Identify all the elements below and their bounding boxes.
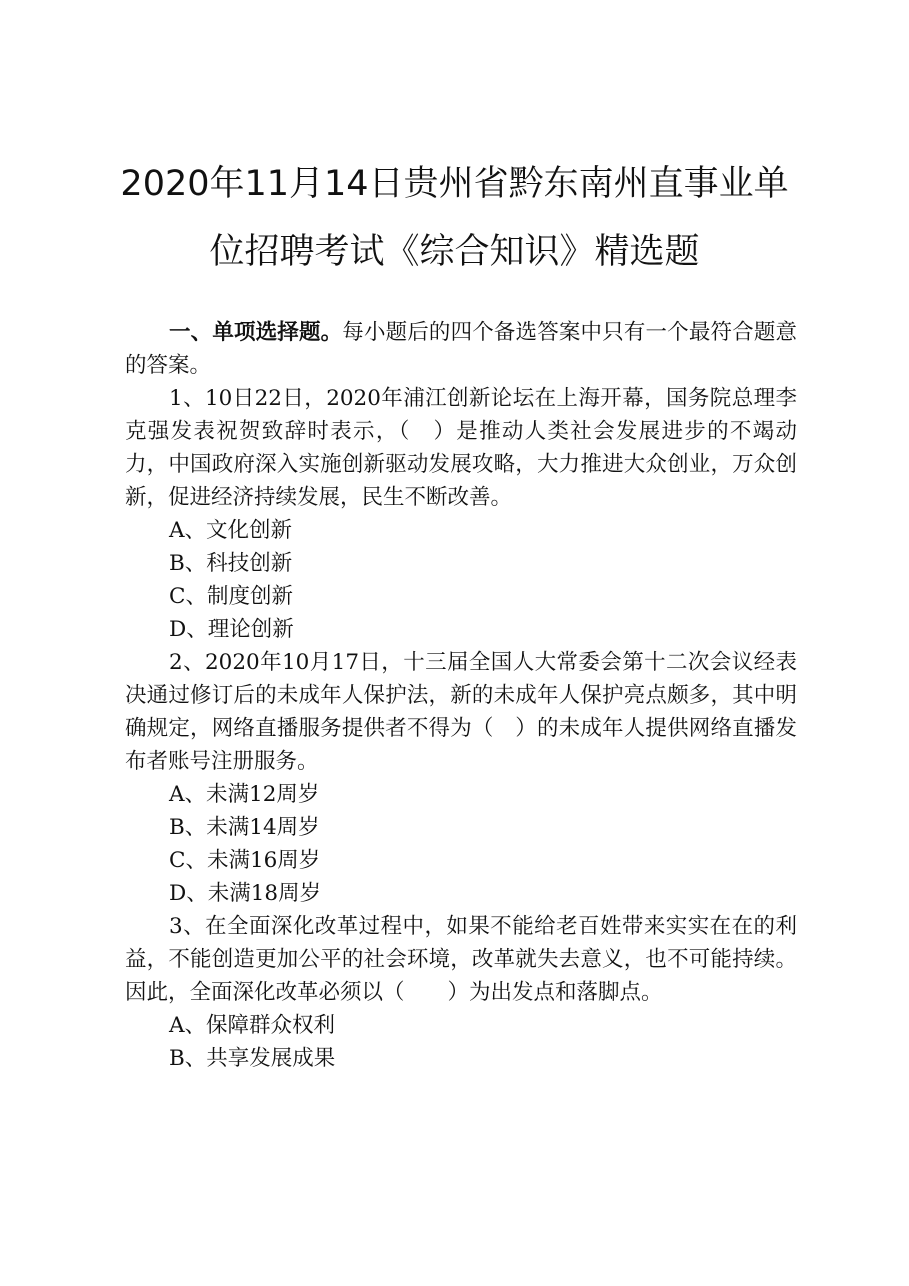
document-body — [125, 316, 797, 1075]
section-heading: 一、单项选择题。 — [169, 320, 343, 345]
section-intro — [125, 316, 797, 382]
question-2-option-b: B、未满14周岁 — [169, 815, 320, 840]
question-2-option-a: A、未满12周岁 — [169, 782, 320, 807]
question-3-option-b: B、共享发展成果 — [169, 1046, 336, 1071]
question-3-text: 3、在全面深化改革过程中，如果不能给老百姓带来实实在在的利益，不能创造更加公平的社会环境，改革就失去意义，也不可能持续。因此，全面深化改革必须以（ ）为出发点和落脚点。 — [125, 914, 797, 1005]
section-instruction: 每小题后的四个备选答案中只有一个最符合题意的答案。 — [125, 320, 797, 378]
question-1-option-a: A、文化创新 — [169, 518, 293, 543]
question-2-option-c: C、未满16周岁 — [169, 848, 321, 873]
question-3-option-a: A、保障群众权利 — [169, 1013, 336, 1038]
question-1-text: 1、10日22日，2020年浦江创新论坛在上海开幕，国务院总理李克强发表祝贺致辞时表示，（ ）是推动人类社会发展进步的不竭动力，中国政府深入实施创新驱动发展攻略，大力推进大众创业，万众创新，促进经济持续发展，民生不断改善。 — [125, 386, 797, 510]
document-title-line-2: 位招聘考试《综合知识》精选题 — [209, 232, 700, 272]
question-2-text: 2、2020年10月17日，十三届全国人大常委会第十二次会议经表决通过修订后的未成年人保护法，新的未成年人保护亮点颇多，其中明确规定，网络直播服务提供者不得为（ ）的未成年人提供网络直播发布者账号注册服务。 — [125, 650, 797, 774]
question-2-option-d: D、未满18周岁 — [169, 881, 322, 906]
question-1-option-b: B、科技创新 — [169, 551, 293, 576]
question-1-option-c: C、制度创新 — [169, 584, 293, 609]
question-1-option-d: D、理论创新 — [169, 617, 294, 642]
document-title-line-1: 2020年11月14日贵州省黔东南州直事业单 — [120, 164, 789, 204]
